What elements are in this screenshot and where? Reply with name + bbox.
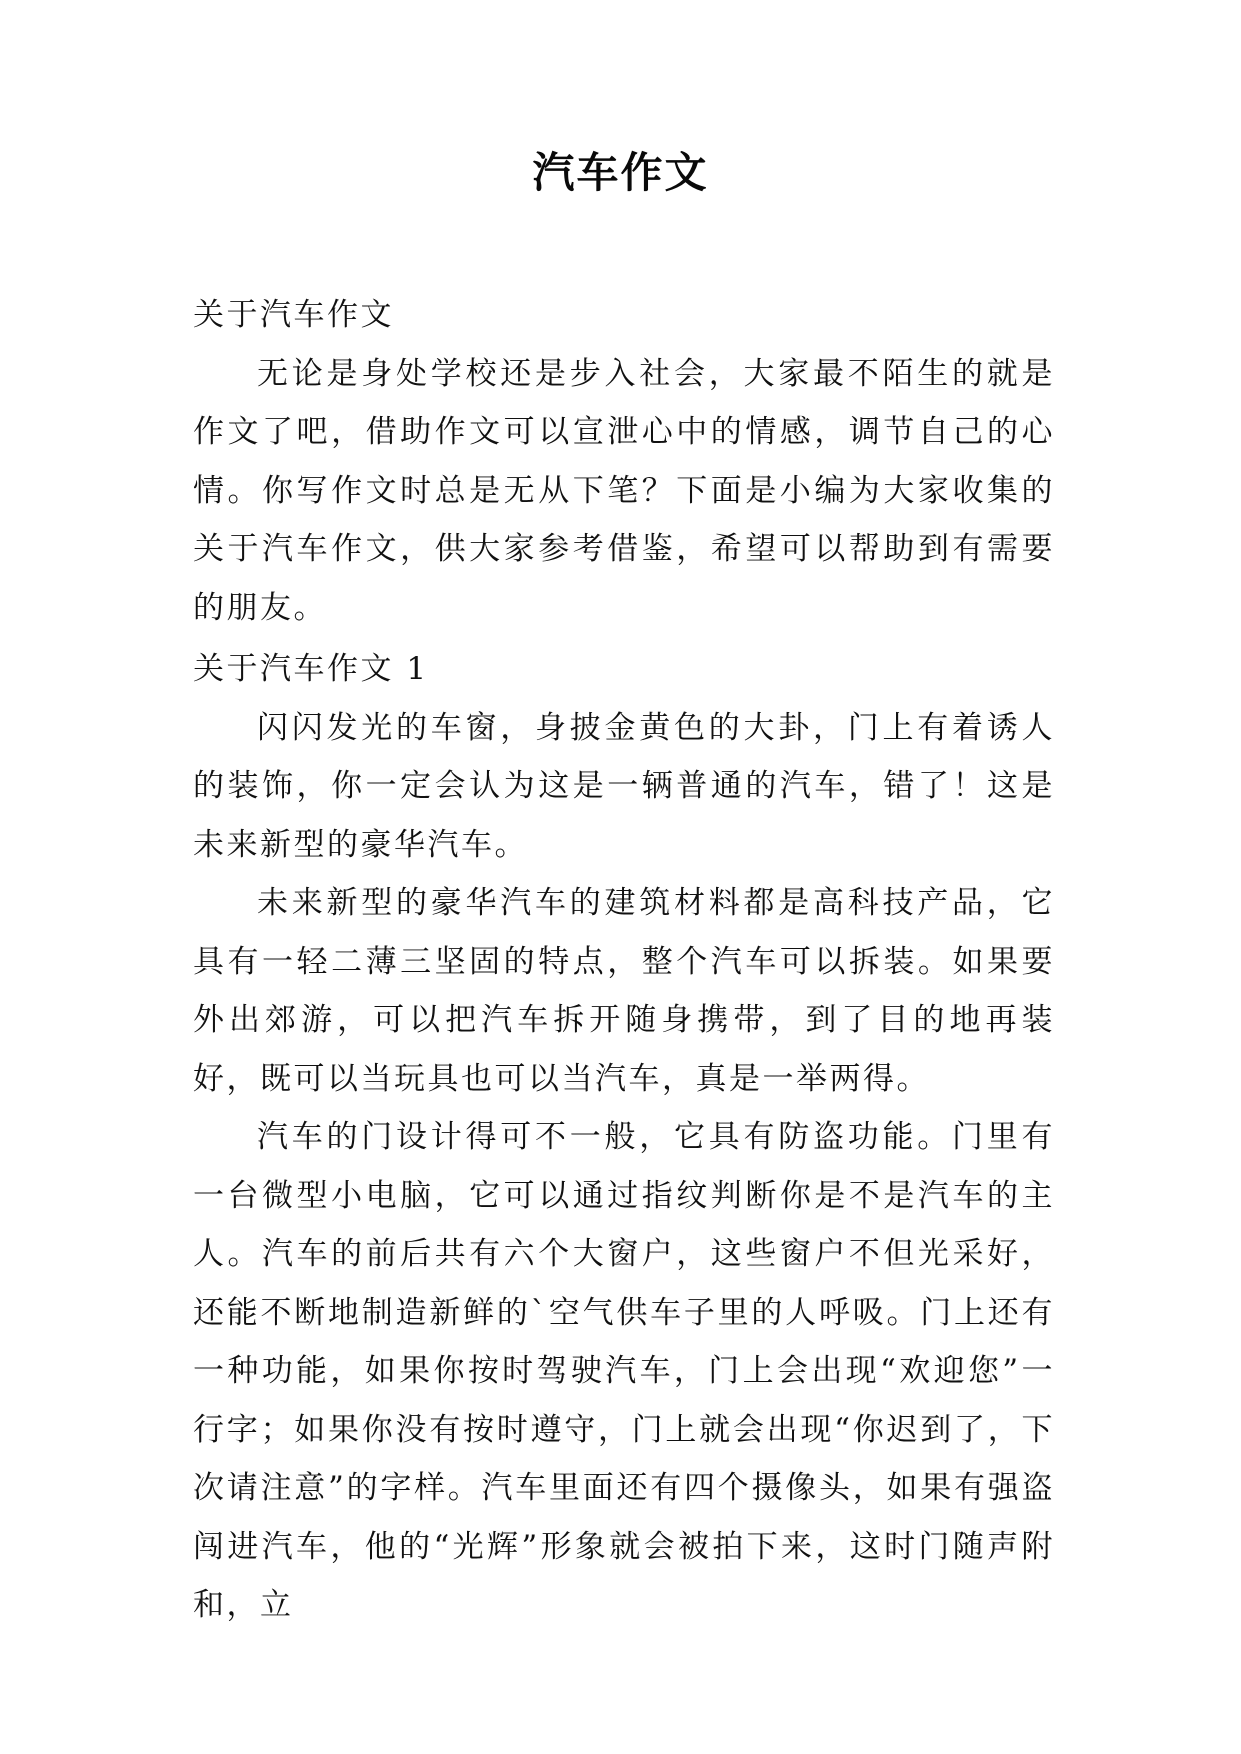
- essay-1-paragraph: 汽车的门设计得可不一般，它具有防盗功能。门里有一台微型小电脑，它可以通过指纹判断你是不是汽车的主人。汽车的前后共有六个大窗户，这些窗户不但光采好，还能不断地制造新鲜的`空气供车子里的人呼吸。门上还有一种功能，如果你按时驾驶汽车，门上会出现“欢迎您”一行字；如果你没有按时遵守，门上就会出现“你迟到了，下次请注意”的字样。汽车里面还有四个摄像头，如果有强盗闯进汽车，他的“光辉”形象就会被拍下来，这时门随声附和，立: [193, 1119, 1055, 1623]
- intro-section: [193, 286, 1055, 637]
- document-title: 汽车作文: [532, 148, 709, 197]
- intro-paragraph: 无论是身处学校还是步入社会，大家最不陌生的就是作文了吧，借助作文可以宣泄心中的情感，调节自己的心情。你写作文时总是无从下笔？下面是小编为大家收集的关于汽车作文，供大家参考借鉴，希望可以帮助到有需要的朋友。: [193, 355, 1055, 626]
- essay-1-paragraph: 未来新型的豪华汽车的建筑材料都是高科技产品，它具有一轻二薄三坚固的特点，整个汽车可以拆装。如果要外出郊游，可以把汽车拆开随身携带，到了目的地再装好，既可以当玩具也可以当汽车，真是一举两得。: [193, 885, 1055, 1097]
- intro-heading: 关于汽车作文: [193, 297, 394, 333]
- essay-1-paragraph: 闪闪发光的车窗，身披金黄色的大卦，门上有着诱人的装饰，你一定会认为这是一辆普通的汽车，错了！这是未来新型的豪华汽车。: [193, 709, 1055, 863]
- essay-1-heading: 关于汽车作文 1: [193, 651, 429, 687]
- essay-1-section: [193, 640, 1055, 1635]
